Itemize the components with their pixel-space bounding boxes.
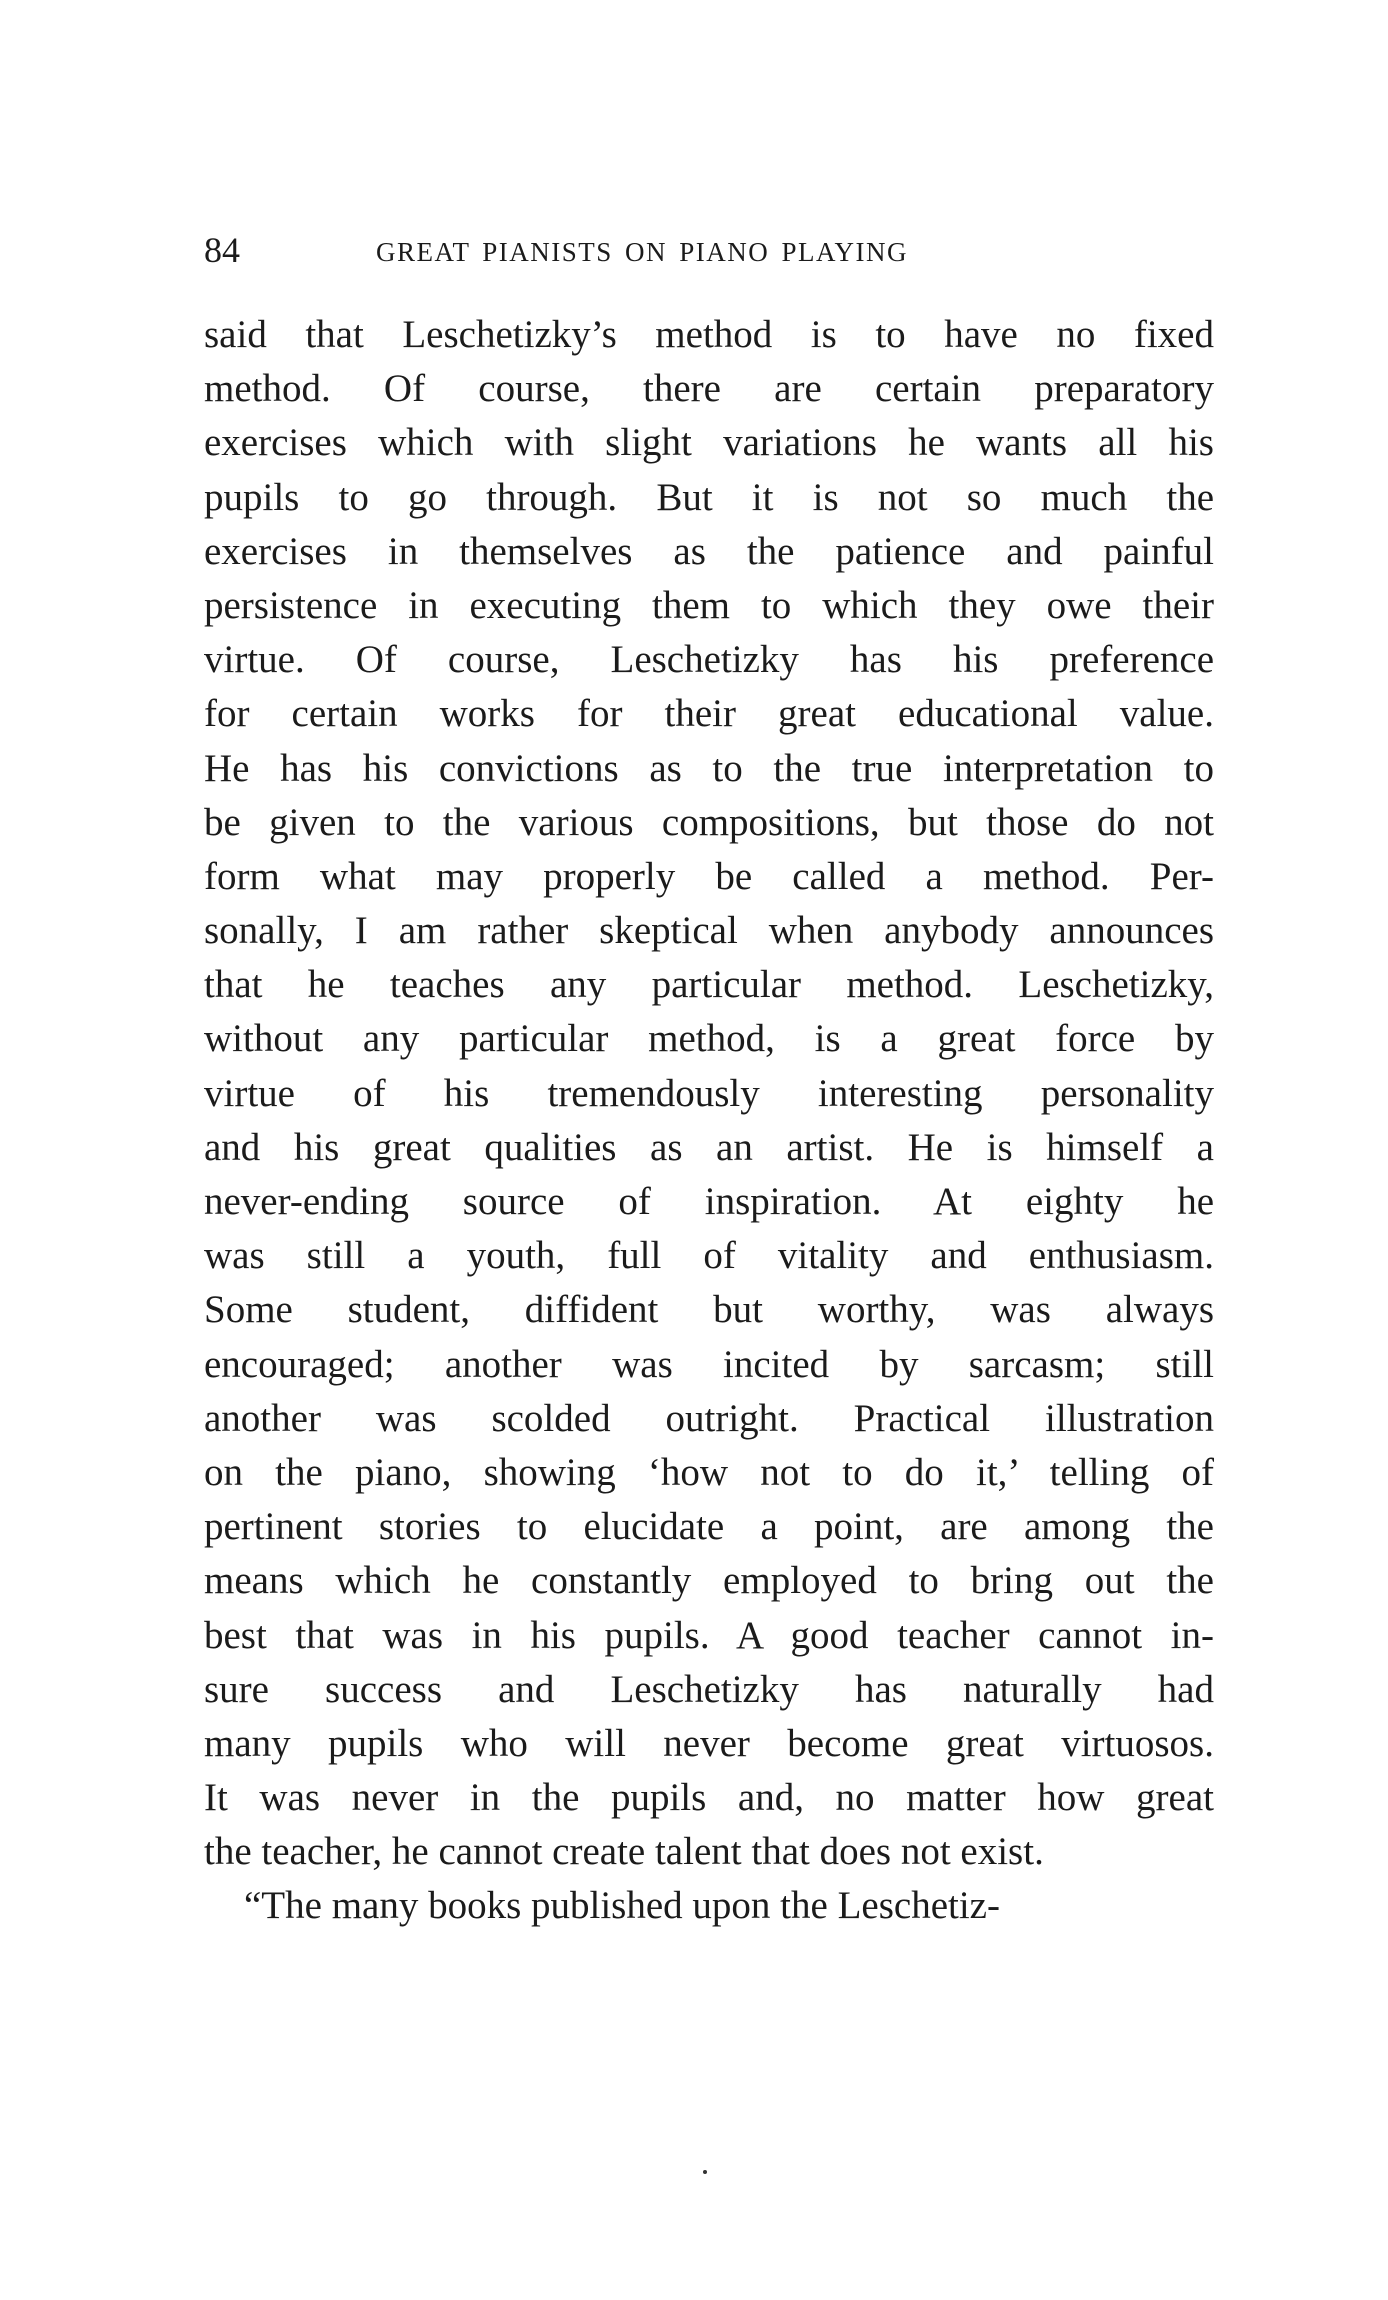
- text-line: on the piano, showing ‘how not to do it,’ telling of: [204, 1450, 1214, 1494]
- text-line: method. Of course, there are certain preparatory: [204, 367, 1214, 411]
- text-line: many pupils who will never become great virtuosos.: [204, 1721, 1214, 1765]
- text-line: best that was in his pupils. A good teacher cannot in-: [204, 1613, 1214, 1657]
- text-line: form what may properly be called a method. Per-: [204, 854, 1214, 898]
- text-line: for certain works for their great educational value.: [204, 692, 1214, 736]
- text-line: said that Leschetizky’s method is to have no fixed: [204, 313, 1214, 356]
- text-line: persistence in executing them to which they owe their: [204, 583, 1214, 627]
- text-line: sonally, I am rather skeptical when anybody announces: [204, 909, 1214, 953]
- text-line: exercises which with slight variations he wants all his: [204, 421, 1214, 465]
- text-line: without any particular method, is a great force by: [204, 1017, 1214, 1061]
- body-text: [204, 308, 1214, 1934]
- text-line: sure success and Leschetizky has naturally had: [204, 1667, 1214, 1711]
- page-number: 84: [204, 230, 240, 270]
- page-header: [204, 226, 1214, 274]
- text-line: never-ending source of inspiration. At eighty he: [204, 1180, 1214, 1223]
- text-line: He has his convictions as to the true interpretation to: [204, 746, 1214, 790]
- text-line: It was never in the pupils and, no matter how great: [204, 1776, 1214, 1820]
- text-line: means which he constantly employed to bring out the: [204, 1559, 1214, 1603]
- text-line: be given to the various compositions, but those do not: [204, 800, 1214, 844]
- text-line: that he teaches any particular method. Leschetizky,: [204, 963, 1214, 1007]
- text-line: Some student, diffident but worthy, was always: [204, 1288, 1214, 1332]
- text-line: was still a youth, full of vitality and enthusiasm.: [204, 1234, 1214, 1278]
- text-line: exercises in themselves as the patience and painful: [204, 529, 1214, 573]
- text-line: and his great qualities as an artist. He is himself a: [204, 1125, 1214, 1169]
- text-line: another was scolded outright. Practical illustration: [204, 1396, 1214, 1440]
- paper-speck: [703, 2170, 707, 2174]
- text-line-paragraph-end: the teacher, he cannot create talent that does not exist.: [204, 1830, 1044, 1874]
- text-line: virtue. Of course, Leschetizky has his preference: [204, 638, 1214, 682]
- text-line: encouraged; another was incited by sarcasm; still: [204, 1342, 1214, 1386]
- text-line: virtue of his tremendously interesting personality: [204, 1071, 1214, 1115]
- text-line: pupils to go through. But it is not so much the: [204, 475, 1214, 519]
- text-line: pertinent stories to elucidate a point, are among the: [204, 1505, 1214, 1549]
- running-title: GREAT PIANISTS ON PIANO PLAYING: [376, 237, 909, 267]
- text-line-paragraph-start: “The many books published upon the Leschetiz-: [244, 1884, 1000, 1928]
